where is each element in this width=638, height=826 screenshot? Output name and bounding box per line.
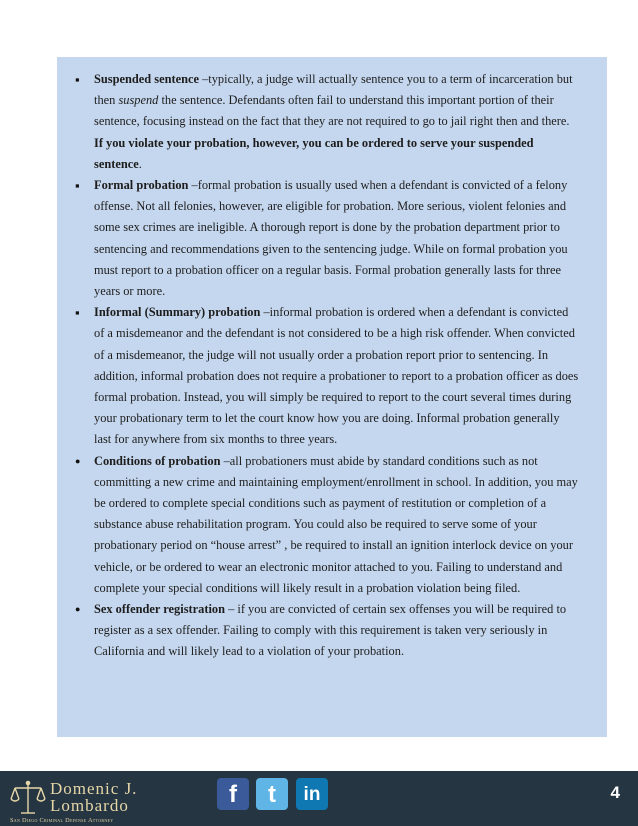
linkedin-glyph: in [303,784,321,805]
term-conditions-of-probation: Conditions of probation [94,453,221,468]
page-number: 4 [610,783,620,802]
item-text: the sentence. Defendants often fail to understand this important portion of their sentence, focusing instead on the fact that they are not required to go to jail right then and there. [94,93,570,129]
item-text: informal probation is ordered when a defendant is convicted of a misdemeanor and the defendant is not considered to be a high risk offender. When convicted of a misdemeanor, the judge will not usually order a probation report prior to sentencing. In addition, informal probation does not require a probationer to report to a probation officer as does formal probation. Instead, you will simply be required to report to the court several times during your probationary term to let the court know how you are doing. Informal probation generally last for anywhere from six months to three years. [94,305,579,447]
firm-name-line1: Domenic J. [50,779,138,798]
round-bullet-icon [75,599,80,620]
item-tail: . [138,156,142,171]
scales-of-justice-icon [10,779,46,819]
term-suspended-sentence: Suspended sentence [94,72,199,86]
term-sex-offender-registration: Sex offender registration [94,602,225,617]
term-separator: – [260,305,270,320]
probation-list [94,69,579,663]
square-bullet-icon [75,175,80,198]
facebook-icon[interactable] [217,778,249,810]
italic-word: suspend [118,93,159,108]
list-item-conditions-of-probation [94,451,579,599]
content-box [57,57,607,737]
term-separator: – [188,178,198,193]
term-informal-probation: Informal (Summary) probation [94,305,261,320]
twitter-icon[interactable] [256,778,288,810]
item-text: formal probation is usually used when a defendant is convicted of a felony offense. Not all felonies, however, are eligible for probation. More serious, violent felonies and some sex crimes are ineligible. A thorough report is done by the probation department prior to sentencing and recommendations given to the sentencing judge. While on formal probation you must report to a probation officer on a regular basis. Formal probation generally lasts for three years or more. [94,178,568,299]
linkedin-icon[interactable] [296,778,328,810]
list-item-formal-probation [94,175,579,302]
facebook-glyph: f [229,781,237,808]
item-text: if you are convicted of certain sex offenses you will be required to register as a sex offender. Failing to comply with this requirement is taken very seriously in California and will likely lead to a violation of your probation. [94,602,567,659]
square-bullet-icon [75,302,80,325]
firm-name [50,780,137,814]
firm-subtitle: San Diego Criminal Defense Attorney [10,817,114,824]
footer-bar [0,771,638,826]
list-item-sex-offender-registration [94,599,579,663]
firm-name-line2: Lombardo [50,796,129,815]
round-bullet-icon [75,451,80,472]
firm-logo [10,777,170,825]
twitter-glyph: t [268,781,276,808]
list-item-suspended-sentence [94,69,579,175]
square-bullet-icon [75,69,80,92]
term-separator: – [220,453,230,468]
term-separator: – [225,602,238,617]
item-text: typically, a judge will actually sentence you to a term of incarceration but then [94,72,573,108]
term-formal-probation: Formal probation [94,178,189,193]
term-separator: – [199,72,209,86]
list-item-informal-probation [94,302,579,450]
item-text: all probationers must abide by standard conditions such as not committing a new crime and maintaining employment/enrollment in school. In addition, you may be ordered to complete special conditions such as payment of restitution or completion of a substance abuse rehabilitation program. You could also be required to serve some of your probationary period on “house arrest” , be required to install an ignition interlock device on your vehicle, or be ordered to wear an electronic monitor attached to you. Failing to understand and complete your special conditions will likely result in a probation violation being filed. [94,453,578,595]
bold-warning: If you violate your probation, however, you can be ordered to serve your suspended sentence [94,135,534,171]
